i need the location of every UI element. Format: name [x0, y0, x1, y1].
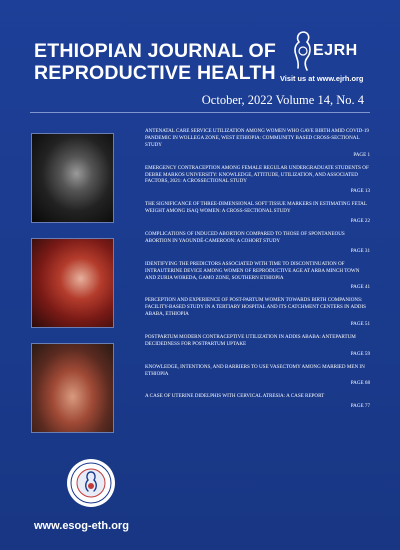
ultrasound-image	[31, 133, 114, 223]
article-entry[interactable]	[145, 128, 370, 159]
journal-title-line2: REPRODUCTIVE HEALTH	[34, 62, 276, 84]
article-entry[interactable]	[145, 297, 370, 328]
article-title: POSTPARTUM MODERN CONTRACEPTIVE UTILIZATION IN ADDIS ABABA: ANTEPARTUM DECIDEDNESS FOR POSTPARTUM UPTAKE	[145, 333, 356, 347]
article-title: PERCEPTION AND EXPERIENCE OF POST-PARTUM WOMEN TOWARDS BIRTH COMPANIONS: FACILITY-BASED STUDY IN A TERTIARY HOSPITAL AND ITS CATCHMENT CENTERS IN ADDIS ABABA, ETHIOPIA	[145, 297, 367, 318]
website-link[interactable]: www.esog-eth.org	[34, 520, 129, 532]
article-page: PAGE 51	[350, 321, 370, 328]
ejrh-logo	[290, 28, 370, 78]
article-page: PAGE 59	[350, 350, 370, 357]
article-title: IDENTIFYING THE PREDICTORS ASSOCIATED WITH TIME TO DISCONTINUATION OF INTRAUTERINE DEVICE AMONG WOMEN OF REPRODUCTIVE AGE AT ARBA MINCH TOWN AND ZURIA WOREDA, GAMO ZONE, SOUTHERN ETHIOPIA	[145, 260, 360, 281]
surgery-image-1	[31, 238, 114, 328]
journal-title	[34, 40, 284, 84]
issue-info: October, 2022 Volume 14, No. 4	[201, 93, 364, 107]
article-title: EMERGENCY CONTRACEPTION AMONG FEMALE REGULAR UNDERGRADUATE STUDENTS OF DEBRE MARKOS UNIVERSITY: KNOWLEDGE, ATTITUDE, UTILIZATION, AND ASSOCIATED FACTORS, 2021: A CROSSECTIONAL STUDY	[145, 164, 369, 185]
article-title: KNOWLEDGE, INTENTIONS, AND BARRIERS TO USE VASECTOMY AMONG MARRIED MEN IN ETHIOPIA	[145, 363, 365, 377]
article-title: COMPLICATIONS OF INDUCED ABORTION COMPARED TO THOSE OF SPONTANEOUS ABORTION IN YAOUNDÉ-CAMEROON: A COHORT STUDY	[145, 230, 345, 244]
esog-seal-icon	[66, 458, 116, 508]
article-entry[interactable]	[145, 364, 370, 388]
article-entry[interactable]	[145, 261, 370, 292]
article-page: PAGE 68	[350, 380, 370, 387]
divider	[30, 112, 370, 113]
article-entry[interactable]	[145, 201, 370, 225]
journal-title-line1: ETHIOPIAN JOURNAL OF	[34, 40, 276, 62]
article-page: PAGE 22	[350, 218, 370, 225]
article-entry[interactable]	[145, 334, 370, 358]
article-title: THE SIGNIFICANCE OF THREE-DIMENSIONAL SOFT TISSUE MARKERS IN ESTIMATING FETAL WEIGHT AMONG ISAQ WOMEN: A CROSS-SECTIONAL STUDY	[145, 201, 367, 215]
article-page: PAGE 13	[350, 188, 370, 195]
visit-link[interactable]: Visit us at www.ejrh.org	[280, 74, 364, 83]
article-entry[interactable]	[145, 165, 370, 196]
table-of-contents	[145, 128, 370, 410]
article-page: PAGE 31	[350, 247, 370, 254]
article-page: PAGE 1	[353, 151, 370, 158]
ejrh-logo-text: EJRH	[313, 42, 358, 59]
article-page: PAGE 77	[350, 403, 370, 410]
article-page: PAGE 41	[350, 284, 370, 291]
article-entry[interactable]	[145, 231, 370, 255]
surgery-image-2	[31, 343, 114, 433]
article-entry[interactable]	[145, 393, 370, 410]
article-title: ANTENATAL CARE SERVICE UTILIZATION AMONG WOMEN WHO GAVE BIRTH AMID COVID-19 PANDEMIC IN WOLLEGA ZONE, WEST ETHIOPIA: COMMUNITY BASED CROSS-SECTIONAL STUDY	[145, 128, 369, 148]
article-title: A CASE OF UTERINE DIDELPHIS WITH CERVICAL ATRESIA: A CASE REPORT	[145, 393, 325, 400]
